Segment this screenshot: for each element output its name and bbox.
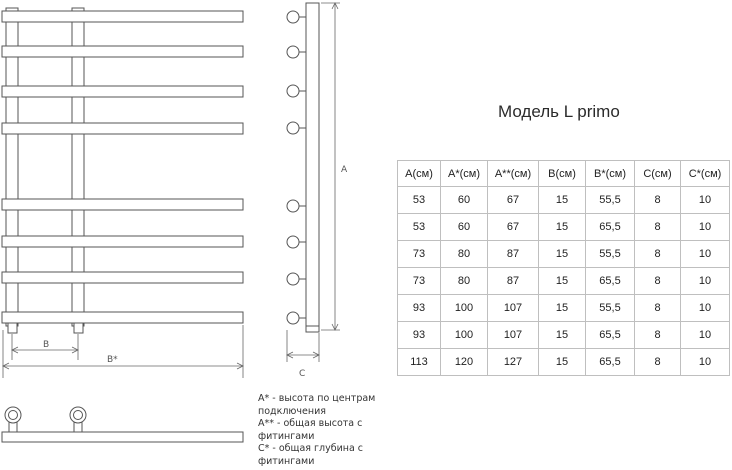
dim-label-c: C	[299, 369, 306, 379]
legend-line: фитингами	[258, 430, 315, 442]
table-cell: 15	[539, 322, 586, 349]
side-upright	[306, 3, 319, 330]
side-upright-base	[306, 326, 319, 332]
side-knob	[287, 122, 299, 134]
bottom-fitting	[8, 323, 17, 333]
table-cell: 10	[681, 268, 730, 295]
column-header: B(см)	[539, 161, 586, 187]
table-cell: 53	[398, 214, 441, 241]
column-header: B*(см)	[586, 161, 635, 187]
table-cell: 8	[635, 187, 681, 214]
rail	[2, 312, 243, 323]
table-cell: 10	[681, 349, 730, 376]
table-header-row	[398, 161, 730, 187]
table-row	[398, 187, 730, 214]
dimension-legend	[258, 393, 375, 469]
column-header: C*(см)	[681, 161, 730, 187]
table-cell: 15	[539, 187, 586, 214]
table-cell: 93	[398, 295, 441, 322]
table-cell: 80	[441, 268, 488, 295]
table-cell: 80	[441, 241, 488, 268]
dimension-b-star	[3, 325, 243, 378]
table-row	[398, 214, 730, 241]
dimensions-table	[397, 160, 730, 376]
model-title: Модель L primo	[498, 102, 620, 121]
rail	[2, 236, 243, 247]
table-row	[398, 349, 730, 376]
side-knob	[287, 85, 299, 97]
legend-line: подключения	[258, 405, 326, 417]
side-knob	[287, 200, 299, 212]
side-knob	[287, 46, 299, 58]
table-cell: 10	[681, 214, 730, 241]
table-cell: 8	[635, 349, 681, 376]
table-cell: 15	[539, 349, 586, 376]
side-knob	[287, 273, 299, 285]
dimension-c	[287, 330, 319, 362]
table-cell: 93	[398, 322, 441, 349]
table-cell: 65,5	[586, 349, 635, 376]
rail	[2, 46, 243, 57]
table-cell: 8	[635, 241, 681, 268]
table-cell: 73	[398, 268, 441, 295]
table-cell: 8	[635, 214, 681, 241]
table-cell: 55,5	[586, 187, 635, 214]
table-cell: 8	[635, 295, 681, 322]
side-view	[287, 3, 319, 332]
table-cell: 10	[681, 322, 730, 349]
legend-line: фитингами	[258, 455, 315, 467]
table-cell: 127	[488, 349, 539, 376]
top-view-rail	[2, 432, 243, 442]
table-cell: 60	[441, 187, 488, 214]
table-row	[398, 295, 730, 322]
table-cell: 87	[488, 268, 539, 295]
side-knob	[287, 236, 299, 248]
dim-label-b: B	[43, 340, 50, 350]
table-cell: 107	[488, 295, 539, 322]
table-cell: 65,5	[586, 214, 635, 241]
top-view	[2, 407, 243, 442]
column-header: A(см)	[398, 161, 441, 187]
table-cell: 55,5	[586, 241, 635, 268]
table-cell: 15	[539, 214, 586, 241]
table-cell: 15	[539, 268, 586, 295]
rail	[2, 86, 243, 97]
rail	[2, 199, 243, 210]
side-knob	[287, 312, 299, 324]
table-cell: 10	[681, 187, 730, 214]
bottom-fitting	[74, 323, 83, 333]
table-cell: 60	[441, 214, 488, 241]
column-header: A*(см)	[441, 161, 488, 187]
table-cell: 15	[539, 295, 586, 322]
legend-line: A** - общая высота с	[258, 418, 363, 430]
dim-label-b-star: B*	[107, 355, 118, 365]
table-row	[398, 322, 730, 349]
legend-line: C* - общая глубина с	[258, 443, 364, 455]
table-cell: 107	[488, 322, 539, 349]
table-cell: 100	[441, 295, 488, 322]
table-row	[398, 241, 730, 268]
table-cell: 87	[488, 241, 539, 268]
table-cell: 100	[441, 322, 488, 349]
table-cell: 65,5	[586, 268, 635, 295]
column-header: A**(см)	[488, 161, 539, 187]
table-cell: 120	[441, 349, 488, 376]
table-cell: 15	[539, 241, 586, 268]
table-cell: 73	[398, 241, 441, 268]
table-cell: 8	[635, 322, 681, 349]
legend-line: A* - высота по центрам	[258, 393, 376, 404]
table-cell: 10	[681, 295, 730, 322]
table-row	[398, 268, 730, 295]
table-cell: 55,5	[586, 295, 635, 322]
dimension-a	[321, 3, 340, 330]
table-cell: 113	[398, 349, 441, 376]
rail	[2, 11, 243, 22]
table-cell: 67	[488, 214, 539, 241]
table-cell: 65,5	[586, 322, 635, 349]
side-knob	[287, 11, 299, 23]
column-header: C(см)	[635, 161, 681, 187]
rail	[2, 123, 243, 134]
table-cell: 8	[635, 268, 681, 295]
rail	[2, 272, 243, 283]
table-cell: 67	[488, 187, 539, 214]
dim-label-a: A	[341, 165, 348, 175]
table-cell: 10	[681, 241, 730, 268]
table-cell: 53	[398, 187, 441, 214]
